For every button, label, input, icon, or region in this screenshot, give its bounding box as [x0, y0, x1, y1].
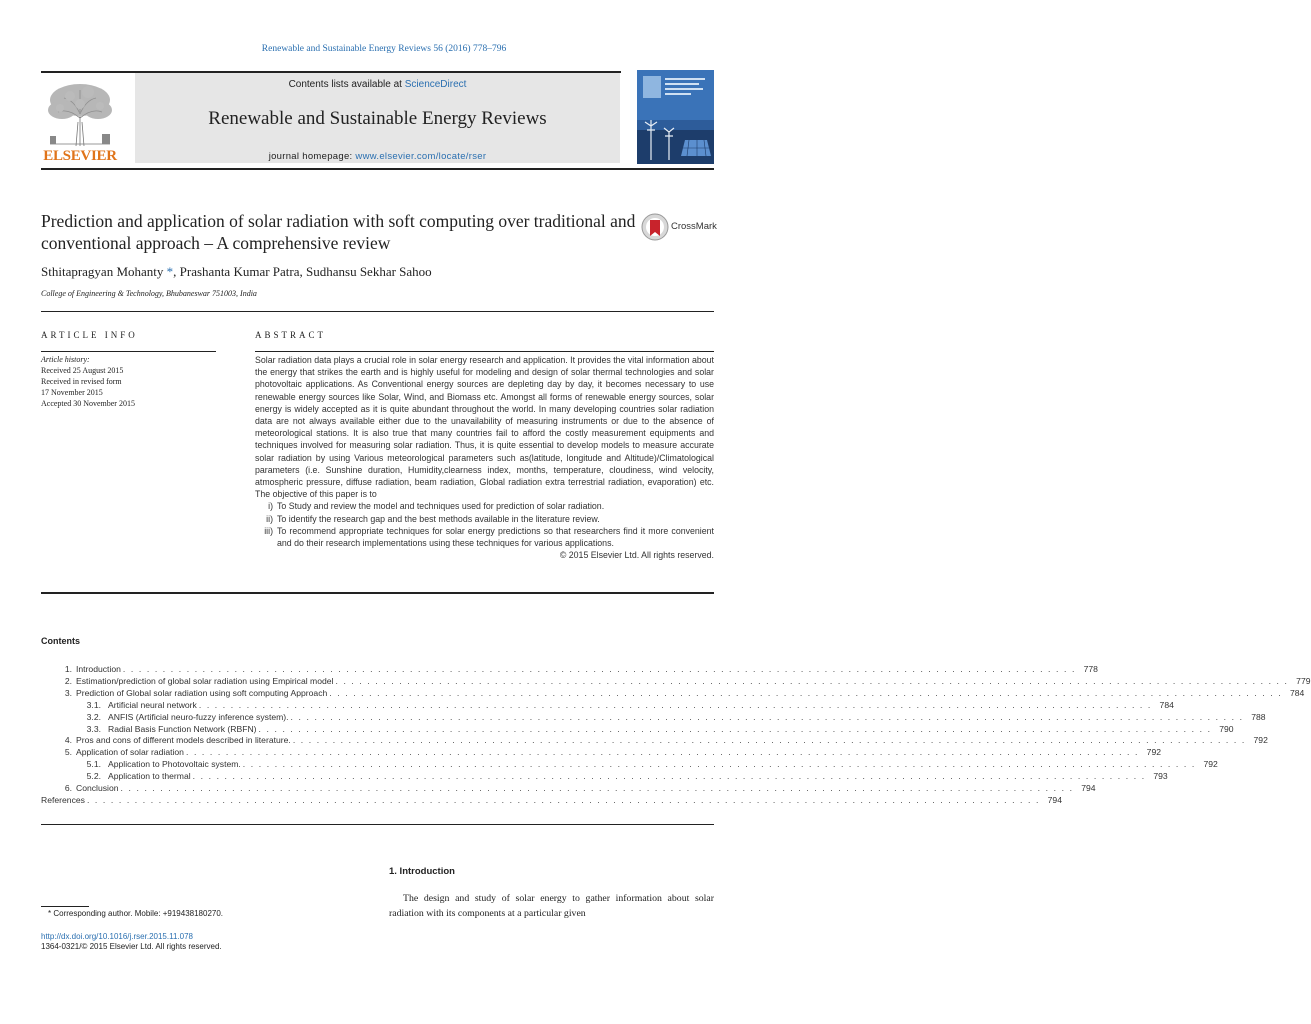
toc-entry-title[interactable]: Prediction of Global solar radiation using soft computing Approach — [76, 687, 328, 698]
objectives-list — [255, 500, 714, 549]
toc-entry-title[interactable]: Application to thermal — [108, 771, 191, 782]
toc-entry[interactable] — [41, 747, 1162, 759]
toc-entry-number: 3.3. — [86, 723, 101, 734]
article-info-heading: ARTICLE INFO — [41, 330, 138, 340]
toc-entry-number: 5.1. — [86, 759, 101, 770]
toc-entry-title[interactable]: Radial Basis Function Network (RBFN) — [108, 723, 257, 734]
abstract-paragraph: Solar radiation data plays a crucial role in solar energy research and application. It provides the vital information about the energy that strikes the earth and is highly useful for modeling and design of solar thermal technologies and solar photovoltaic applications. As Conventional energy sources are depleting day by day, it becomes necessary to use renewable energy sources like Solar, Wind, and Biomass etc. Amongst all forms of renewable energy sources, solar energy is widely accepted as it is quite abundant throughout the world. In many developing countries solar radiation data are not always available either due to the unavailability of measuring instruments or due to the absence of meteorological stations. It is also true that many countries fail to afford the costly measurement equipments and techniques involved for measuring solar radiation. Thus, it is quite essential to develop models to measure accurate solar radiation by using Various meteorological parameters such as(latitude, longitude and Altitude)/Climatological parameters (i.e. Sunshine duration, Humidity,clearness index, months, temperature, cloudiness, wind velocity, atmospheric pressure, diffuse radiation, beam radiation, Global radiation extra terrestrial radiation, evaporation) etc. The objective of this paper is to — [255, 355, 714, 500]
abstract-rule — [255, 351, 714, 352]
toc-entry-number: 3.1. — [86, 699, 101, 710]
toc-entry-number: 5.2. — [86, 771, 101, 782]
contents-prefix: Contents lists available at — [288, 79, 405, 90]
crossmark-label: CrossMark — [671, 221, 717, 232]
journal-cover-image — [637, 70, 714, 164]
toc-entry-page: 792 — [1203, 759, 1218, 770]
toc-entry-title[interactable]: ANFIS (Artificial neuro-fuzzy inference system). — [108, 711, 289, 722]
sciencedirect-link[interactable]: ScienceDirect — [404, 79, 467, 90]
other-authors: , Prashanta Kumar Patra, Sudhansu Sekhar Sahoo — [173, 264, 432, 279]
toc-entry[interactable] — [41, 735, 1268, 747]
abstract-body — [255, 354, 714, 561]
objective-number: iii) — [264, 525, 273, 536]
copyright-line: © 2015 Elsevier Ltd. All rights reserved. — [559, 550, 714, 561]
toc-leader-dots: . . . . . . . . . . . . . . . . . . . . . . . . . . . . . . . . . . . . . . . . . . . . . . . . . . . . . . . . . . . . . . . . . . . . . . . . . . . . . . . . . . . . . . . . . . . . . . . . . . . . . . . . . . . . . . . . . . . . . . . . — [335, 675, 1289, 686]
toc-leader-dots: . . . . . . . . . . . . . . . . . . . . . . . . . . . . . . . . . . . . . . . . . . . . . . . . . . . . . . . . . . . . . . . . . . . . . . . . . . . . . . . . . . . . . . . . . . . . . . . . . . . . . . . . . . . . . . . . . . . . . . . . — [185, 747, 1140, 758]
toc-entry-number: 2. — [64, 675, 72, 686]
toc-entry-title[interactable]: Application to Photovoltaic system. — [108, 759, 241, 770]
toc-entry-number: 1. — [64, 664, 72, 674]
abstract-heading: ABSTRACT — [255, 330, 327, 340]
toc-entry-page: 784 — [1159, 699, 1174, 710]
revised-date: 17 November 2015 — [41, 388, 103, 397]
objective-number: i) — [268, 501, 273, 512]
toc-entry-title[interactable]: Estimation/prediction of global solar radiation using Empirical model — [76, 675, 334, 686]
toc-entry[interactable] — [41, 771, 1168, 783]
toc-entry-title[interactable]: Pros and cons of different models described in literature. — [76, 735, 291, 746]
toc-entry-number: 3. — [64, 687, 72, 698]
masthead-bottom-rule — [41, 168, 714, 170]
objective-text: To recommend appropriate techniques for solar energy predictions so that researchers find it more convenient and do their research implementations using these techniques for various applications. — [277, 525, 714, 549]
toc-entry-page: 794 — [1047, 794, 1062, 805]
elsevier-wordmark: ELSEVIER — [43, 148, 117, 164]
toc-entry[interactable] — [41, 759, 1218, 771]
toc-entry-page: 784 — [1289, 687, 1305, 698]
contents-available-line — [135, 79, 620, 90]
journal-homepage-line — [135, 151, 620, 162]
toc-entry[interactable] — [41, 711, 1266, 724]
objective-text: To Study and review the model and techniques used for prediction of solar radiation. — [277, 501, 605, 512]
toc-entry-page: 778 — [1083, 664, 1098, 674]
accepted-date: Accepted 30 November 2015 — [41, 399, 135, 408]
toc-entry[interactable] — [41, 794, 1062, 807]
toc-entry-page: 794 — [1081, 783, 1096, 794]
footnote-rule — [41, 906, 89, 907]
toc-leader-dots: . . . . . . . . . . . . . . . . . . . . . . . . . . . . . . . . . . . . . . . . . . . . . . . . . . . . . . . . . . . . . . . . . . . . . . . . . . . . . . . . . . . . . . . . . . . . . . . . . . . . . . . . . . . . . . . . . . . . . . . . — [120, 783, 1074, 794]
contents-heading: Contents — [41, 636, 80, 646]
toc-leader-dots: . . . . . . . . . . . . . . . . . . . . . . . . . . . . . . . . . . . . . . . . . . . . . . . . . . . . . . . . . . . . . . . . . . . . . . . . . . . . . . . . . . . . . . . . . . . . . . . . . . . . . . . . . . . . . . . . . . . . . . . . — [198, 699, 1152, 710]
corresponding-author-mark[interactable]: * — [163, 264, 174, 279]
toc-leader-dots: . . . . . . . . . . . . . . . . . . . . . . . . . . . . . . . . . . . . . . . . . . . . . . . . . . . . . . . . . . . . . . . . . . . . . . . . . . . . . . . . . . . . . . . . . . . . . . . . . . . . . . . . . . . . . . . . . . . . . . . . — [242, 759, 1196, 770]
issn-line: 1364-0321/© 2015 Elsevier Ltd. All rights reserved. — [41, 942, 222, 951]
abstract-bottom-rule — [41, 592, 714, 594]
toc-entry-title[interactable]: Application of solar radiation — [76, 747, 184, 758]
objective-text: To identify the research gap and the best methods available in the literature review. — [277, 513, 600, 524]
objective-item — [255, 525, 714, 549]
crossmark-icon — [641, 212, 669, 242]
doi-link[interactable]: http://dx.doi.org/10.1016/j.rser.2015.11.078 — [41, 932, 193, 941]
toc-entry[interactable] — [41, 687, 1305, 700]
corresponding-author-footnote: * Corresponding author. Mobile: +919438180270. — [48, 909, 224, 918]
toc-entry-page: 792 — [1253, 735, 1268, 746]
toc-entry-title[interactable]: Introduction — [76, 664, 121, 674]
toc-entry[interactable] — [41, 783, 1096, 795]
toc-entry[interactable] — [41, 699, 1174, 712]
history-label: Article history: — [41, 355, 90, 364]
introduction-text: The design and study of solar energy to gather information about solar radiation with its components at a particular given — [389, 893, 714, 919]
paper-title: Prediction and application of solar radiation with soft computing over traditional and conventional approach – A comprehensive review — [41, 211, 636, 253]
first-author: Sthitapragyan Mohanty — [41, 264, 164, 279]
objective-item — [255, 513, 714, 525]
header-divider — [41, 311, 714, 312]
objective-number: ii) — [266, 513, 273, 524]
toc-entry-title[interactable]: Conclusion — [76, 783, 119, 794]
objective-item — [255, 500, 714, 512]
toc-leader-dots: . . . . . . . . . . . . . . . . . . . . . . . . . . . . . . . . . . . . . . . . . . . . . . . . . . . . . . . . . . . . . . . . . . . . . . . . . . . . . . . . . . . . . . . . . . . . . . . . . . . . . . . . . . . . . . . . . . . . . . . . — [258, 723, 1212, 734]
toc-entry-page: 790 — [1219, 723, 1234, 734]
homepage-prefix: journal homepage: — [268, 151, 356, 162]
toc-leader-dots: . . . . . . . . . . . . . . . . . . . . . . . . . . . . . . . . . . . . . . . . . . . . . . . . . . . . . . . . . . . . . . . . . . . . . . . . . . . . . . . . . . . . . . . . . . . . . . . . . . . . . . . . . . . . . . . . . . . . . . . . — [192, 771, 1146, 782]
toc-leader-dots: . . . . . . . . . . . . . . . . . . . . . . . . . . . . . . . . . . . . . . . . . . . . . . . . . . . . . . . . . . . . . . . . . . . . . . . . . . . . . . . . . . . . . . . . . . . . . . . . . . . . . . . . . . . . . . . . . . . . . . . . — [329, 687, 1283, 698]
toc-entry-page: 792 — [1146, 747, 1162, 758]
homepage-link[interactable]: www.elsevier.com/locate/rser — [355, 151, 487, 162]
toc-entry[interactable] — [41, 675, 1311, 688]
toc-leader-dots: . . . . . . . . . . . . . . . . . . . . . . . . . . . . . . . . . . . . . . . . . . . . . . . . . . . . . . . . . . . . . . . . . . . . . . . . . . . . . . . . . . . . . . . . . . . . . . . . . . . . . . . . . . . . . . . . . . . . . . . . — [292, 735, 1246, 746]
journal-reference-link[interactable]: Renewable and Sustainable Energy Reviews 56 (2016) 778–796 — [261, 44, 507, 54]
table-of-contents — [41, 664, 1311, 807]
article-info-rule — [41, 351, 216, 352]
crossmark-badge[interactable] — [641, 212, 721, 242]
revised-label: Received in revised form — [41, 377, 122, 386]
toc-entry-page: 793 — [1153, 771, 1168, 782]
affiliation: College of Engineering & Technology, Bhubaneswar 751003, India — [41, 289, 257, 298]
journal-title: Renewable and Sustainable Energy Reviews — [208, 108, 547, 129]
toc-entry[interactable] — [41, 723, 1234, 736]
toc-entry-title[interactable]: References — [41, 794, 85, 805]
introduction-heading: 1. Introduction — [389, 866, 455, 877]
toc-entry-number: 4. — [64, 735, 72, 746]
contents-bottom-rule — [41, 824, 714, 825]
toc-entry-number: 3.2. — [86, 711, 101, 722]
toc-leader-dots: . . . . . . . . . . . . . . . . . . . . . . . . . . . . . . . . . . . . . . . . . . . . . . . . . . . . . . . . . . . . . . . . . . . . . . . . . . . . . . . . . . . . . . . . . . . . . . . . . . . . . . . . . . . . . . . . . . . . . . . . — [290, 711, 1244, 722]
toc-leader-dots: . . . . . . . . . . . . . . . . . . . . . . . . . . . . . . . . . . . . . . . . . . . . . . . . . . . . . . . . . . . . . . . . . . . . . . . . . . . . . . . . . . . . . . . . . . . . . . . . . . . . . . . . . . . . . . . . . . . . . . . . — [86, 794, 1040, 805]
toc-entry-number: 6. — [64, 783, 72, 794]
article-history — [41, 354, 216, 409]
toc-entry[interactable] — [41, 664, 1098, 676]
toc-entry-page: 779 — [1296, 675, 1311, 686]
toc-entry-number: 5. — [64, 747, 72, 758]
toc-leader-dots: . . . . . . . . . . . . . . . . . . . . . . . . . . . . . . . . . . . . . . . . . . . . . . . . . . . . . . . . . . . . . . . . . . . . . . . . . . . . . . . . . . . . . . . . . . . . . . . . . . . . . . . . . . . . . . . . . . . . . . . . — [122, 664, 1076, 674]
toc-entry-page: 788 — [1251, 711, 1266, 722]
received-date: Received 25 August 2015 — [41, 366, 124, 375]
toc-entry-title[interactable]: Artificial neural network — [108, 699, 197, 710]
author-list — [41, 264, 432, 280]
